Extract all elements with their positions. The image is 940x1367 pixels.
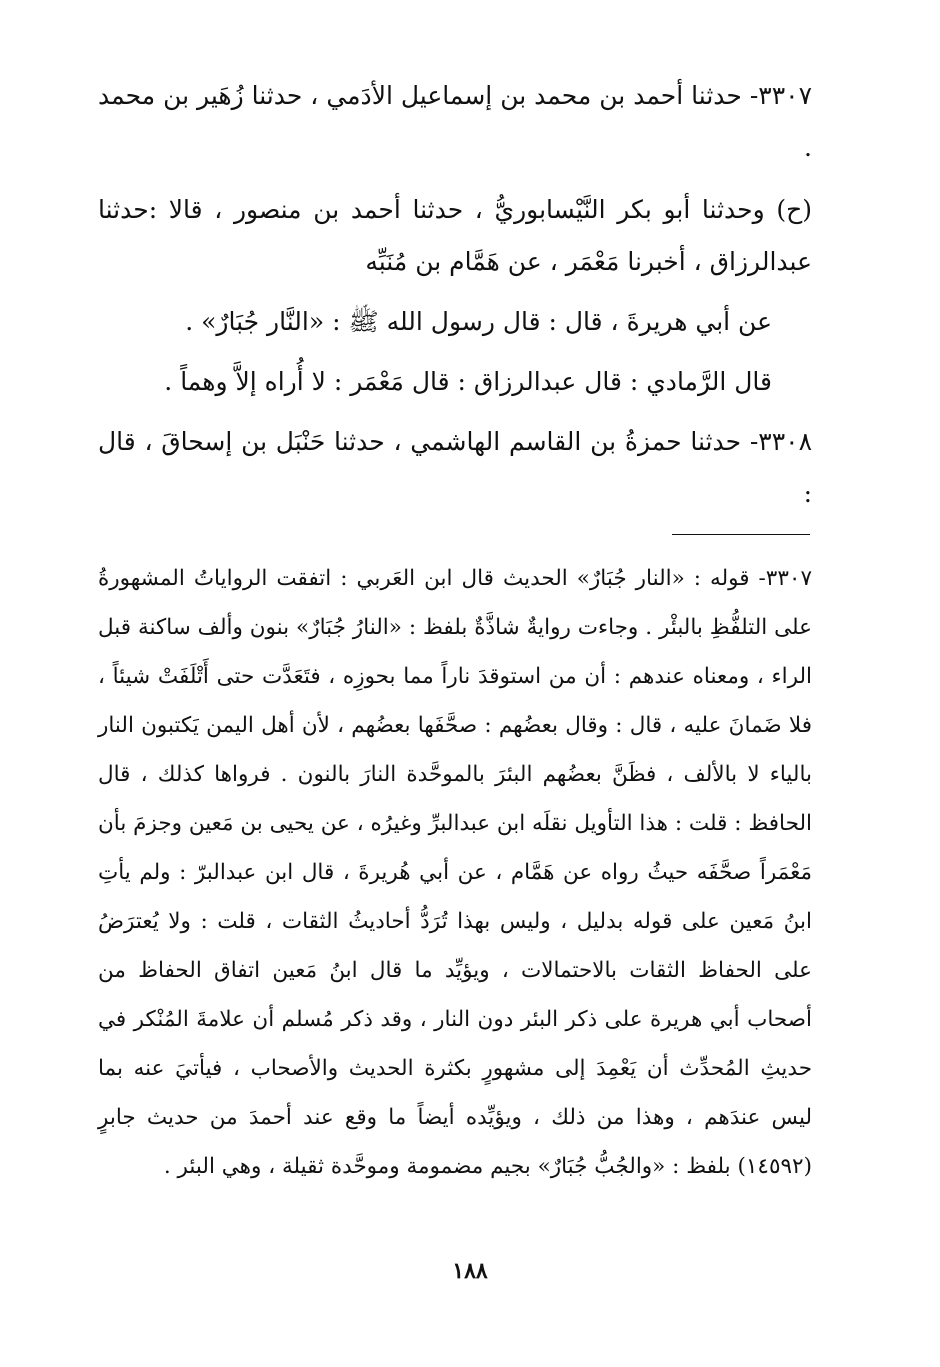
main-text [98,70,812,530]
hadith-3307-comment: قال الرَّمادي : قال عبدالرزاق : قال مَعْمَر : لا أُراه إلاَّ وهماً . [164,367,772,396]
page-number: ١٨٨ [452,1258,488,1284]
footnote-3307: ٣٣٠٧- قوله : «النار جُبَارٌ» الحديث قال ابن العَربي : اتفقت الرواياتُ المشهورةُ على التلفُّظِ بالبئْر . وجاءت روايةٌ شاذَّةٌ بلفظ : «النارُ جُبَارٌ» بنون وألف ساكنة قبل الراء ، ومعناه عندهم : أن من استوقدَ ناراً مما بحوزِه ، فتَعَدَّت حتى أَتْلَفَتْ شيئاً ، فلا ضَمانَ عليه ، قال : وقال بعضُهم : صحَّفَها بعضُهم ، لأن أهل اليمن يَكتبون النار بالياء لا بالألف ، فظَنَّ بعضُهم البئرَ بالموحَّدة النارَ بالنون . فرواها كذلك ، قال الحافظ : قلت : هذا التأويل نقلَه ابن عبدالبرِّ وغيرُه ، عن يحيى بن مَعين وجزمَ بأن مَعْمَراً صحَّفَه حيثُ رواه عن هَمَّام ، عن أبي هُريرةَ ، قال ابن عبدالبرّ : ولم يأتِ ابنُ مَعين على قوله بدليل ، وليس بهذا تُرَدُّ أحاديثُ الثقات ، قلت : ولا يُعترَضُ على الحفاظ الثقات بالاحتمالات ، ويؤيِّد ما قال ابنُ مَعين اتفاق الحفاظ من أصحاب أبي هريرة على ذكر البئر دون النار ، وقد ذكر مُسلم أن علامةَ المُنْكر في حديثِ المُحدِّث أن يَعْمِدَ إلى مشهورٍ بكثرة الحديث والأصحاب ، فيأتيَ عنه بما ليس عندَهم ، وهذا من ذلك ، ويؤيِّده أيضاً ما وقع عند أحمدَ من حديث جابرٍ (١٤٥٩٢) بلفظ : «والجُبُّ جُبَارٌ» بجيم مضمومة وموحَّدة ثقيلة ، وهي البئر . [97,566,812,1179]
hadith-3307-text: عن أبي هريرةَ ، قال : قال رسول الله ﷺ : «النَّار جُبَارٌ» . [185,307,772,336]
hadith-3308-chain: ٣٣٠٨- حدثنا حمزةُ بن القاسم الهاشمي ، حدثنا حَنْبَل بن إسحاقَ ، قال : [98,427,812,508]
footnote-divider [672,534,810,535]
footnotes [98,554,812,1191]
hadith-3307-alt-chain: (ح) وحدثنا أبو بكر النَّيْسابوريُّ ، حدثنا أحمد بن منصور ، قالا :حدثنا عبدالرزاق ، أخبرنا مَعْمَر ، عن هَمَّام بن مُنَبِّه [98,195,812,276]
hadith-3307-chain: ٣٣٠٧- حدثنا أحمد بن محمد بن إسماعيل الأدَمي ، حدثنا زُهَير بن محمد . [98,81,812,162]
